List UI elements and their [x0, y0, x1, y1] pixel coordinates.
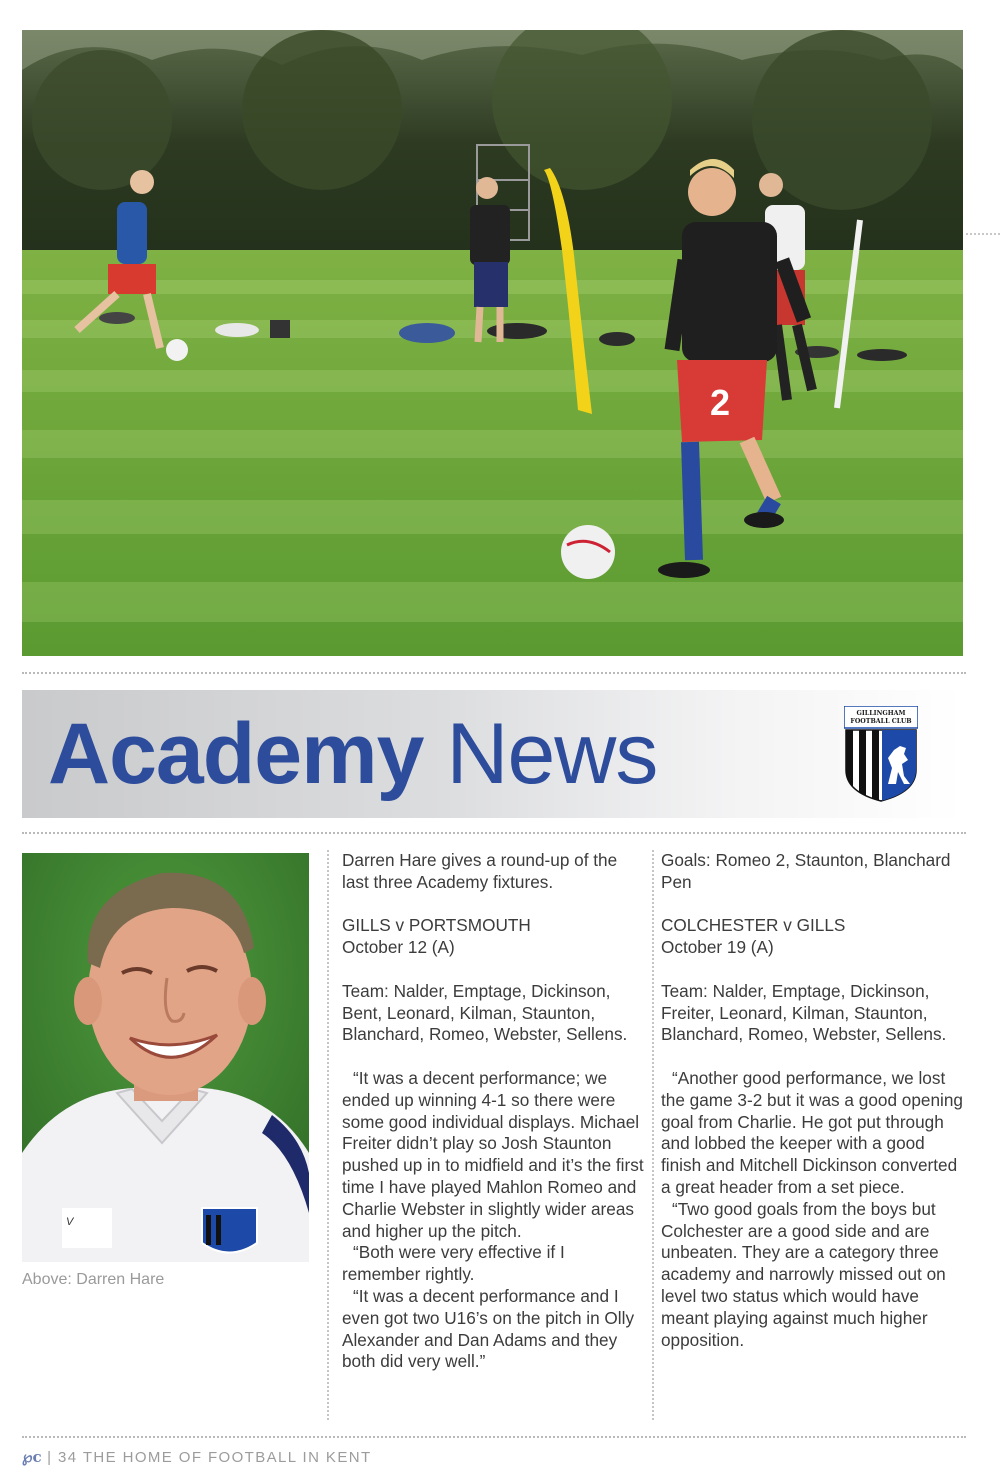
paragraph-spacer: [661, 894, 966, 916]
column-divider: [327, 850, 329, 1420]
paragraph-spacer: [661, 1046, 966, 1068]
column-divider: [652, 850, 654, 1420]
title-regular-word: News: [446, 706, 658, 802]
article-paragraph: October 12 (A): [342, 937, 455, 958]
divider: [22, 832, 966, 834]
footer-logo: ℘c: [22, 1448, 42, 1466]
photo-caption: Above: Darren Hare: [22, 1271, 165, 1288]
article-paragraph: GILLS v PORTSMOUTH: [342, 915, 531, 936]
divider: [22, 672, 966, 674]
footer-separator: |: [47, 1449, 59, 1466]
page-number: 34: [58, 1449, 78, 1466]
portrait-illustration: [22, 853, 309, 1262]
article-paragraph: “It was a decent performance and I even got two U16’s on the pitch in Olly Alexander and Dan Adams and they both did very well.”: [342, 1285, 635, 1372]
training-photo: [22, 30, 963, 656]
paragraph-spacer: [342, 894, 647, 916]
article-paragraph: Darren Hare gives a round-up of the last three Academy fixtures.: [342, 850, 618, 892]
article-paragraph: “Both were very effective if I remember rightly.: [342, 1242, 565, 1285]
page-title: [48, 704, 657, 804]
club-crest-icon: [844, 706, 918, 802]
article-paragraph: “Two good goals from the boys but Colchester are a good side and are unbeaten. They are a category three academy and narrowly missed out on level two status which would have meant playing against much higher opposition.: [661, 1198, 946, 1350]
divider: [966, 233, 1000, 235]
article-paragraph: Team: Nalder, Emptage, Dickinson, Bent, Leonard, Kilman, Staunton, Blanchard, Romeo, Webster, Sellens.: [342, 980, 628, 1045]
crest-text-line1: GILLINGHAM: [856, 710, 906, 717]
paragraph-spacer: [342, 1046, 647, 1068]
footer-tagline: THE HOME OF FOOTBALL IN KENT: [82, 1449, 372, 1466]
article-column-b: [661, 850, 966, 1351]
article-paragraph: “Another good performance, we lost the game 3-2 but it was a good opening goal from Charlie. He got put through and lobbed the keeper with a good finish and Mitchell Dickinson converted a great header from a set piece.: [661, 1067, 963, 1197]
paragraph-spacer: [661, 959, 966, 981]
article-column-a: [342, 850, 647, 1373]
crest-text-line2: FOOTBALL CLUB: [850, 718, 912, 725]
article-paragraph: “It was a decent performance; we ended up winning 4-1 so there were some good individual displays. Michael Freiter didn’t play so Josh Staunton pushed up in to midfield and it’s the first time I have played Mahlon Romeo and Charlie Webster in slightly wider areas and higher up the pitch.: [342, 1067, 644, 1241]
article-paragraph: Team: Nalder, Emptage, Dickinson, Freiter, Leonard, Kilman, Staunton, Blanchard, Romeo, Webster, Sellens.: [661, 980, 947, 1045]
paragraph-spacer: [342, 959, 647, 981]
article-paragraph: October 19 (A): [661, 937, 774, 958]
shirt-brand-mark: V: [66, 1216, 74, 1228]
page-footer: [22, 1448, 372, 1466]
svg-text:2: 2: [710, 382, 731, 423]
article-paragraph: COLCHESTER v GILLS: [661, 915, 846, 936]
training-photo-illustration: [22, 30, 963, 656]
article-paragraph: Goals: Romeo 2, Staunton, Blanchard Pen: [661, 850, 951, 892]
divider: [22, 1436, 966, 1438]
portrait-photo: [22, 853, 309, 1262]
title-bold-word: Academy: [48, 706, 424, 802]
section-banner: [22, 690, 963, 818]
